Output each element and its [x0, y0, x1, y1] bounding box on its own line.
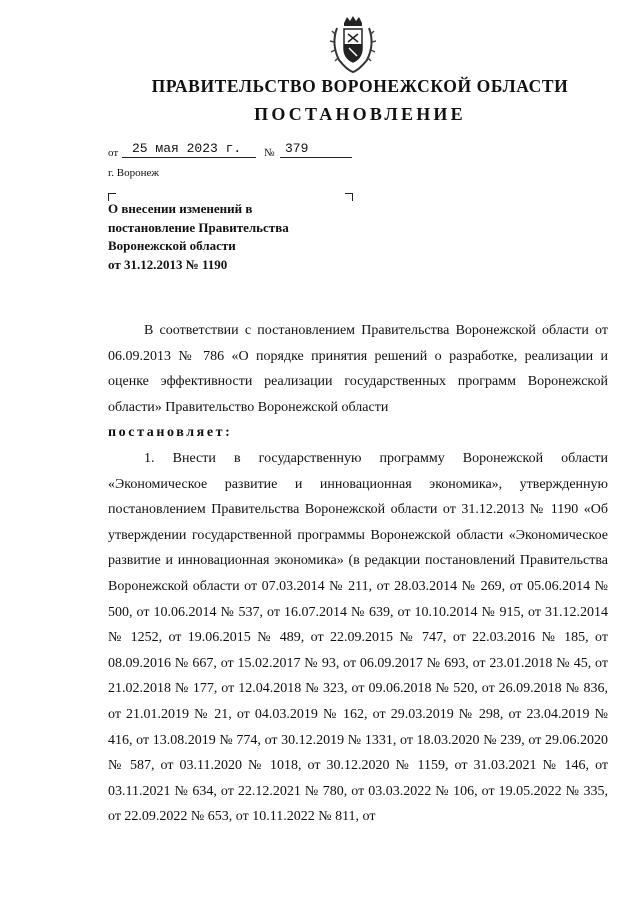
document-subject	[108, 200, 358, 274]
item-1-paragraph: 1. Внести в государственную программу Воронежской области «Экономическое развитие и инновационная экономика», утвержденную постановлением Правительства Воронежской области от 31.12.2013 № 1190 «Об утверждении государственной программы Воронежской области «Экономическое развитие и инновационная экономика» (в редакции постановлений Правительства Воронежской области от 07.03.2014 № 211, от 28.03.2014 № 269, от 05.06.2014 № 500, от 10.06.2014 № 537, от 16.07.2014 № 639, от 10.10.2014 № 915, от 31.12.2014 № 1252, от 19.06.2015 № 489, от 22.09.2015 № 747, от 22.03.2016 № 185, от 08.09.2016 № 667, от 15.02.2017 № 93, от 06.09.2017 № 693, от 23.01.2018 № 45, от 21.02.2018 № 177, от 12.04.2018 № 323, от 09.06.2018 № 520, от 26.09.2018 № 836, от 21.01.2019 № 21, от 04.03.2019 № 162, от 29.03.2019 № 298, от 23.04.2019 № 416, от 13.08.2019 № 774, от 30.12.2019 № 1331, от 18.03.2020 № 239, от 29.06.2020 № 587, от 03.11.2020 № 1018, от 30.12.2020 № 1159, от 31.03.2021 № 146, от 03.11.2021 № 634, от 22.12.2021 № 780, от 03.03.2022 № 106, от 19.05.2022 № 335, от 22.09.2022 № 653, от 10.11.2022 № 811, от	[108, 450, 608, 825]
number-prefix: №	[264, 147, 275, 159]
document-date: 25 мая 2023 г.	[132, 141, 242, 156]
subject-line: постановление Правительства	[108, 219, 289, 235]
document-number: 379	[285, 141, 309, 156]
city-label: г. Воронеж	[108, 167, 159, 179]
preamble-paragraph: В соответствии с постановлением Правительства Воронежской области от 06.09.2013 № 786 «О порядке принятия решений о разработке, реализации и оценке эффективности реализации государственных программ Воронежской области» Правительство Воронежской области	[108, 323, 608, 415]
subject-line: Воронежской области	[108, 238, 236, 253]
subject-line: О внесении изменений в	[108, 201, 253, 216]
coat-of-arms-icon	[327, 14, 379, 74]
document-type-title: ПОСТАНОВЛЕНИЕ	[254, 104, 466, 124]
subject-line: от 31.12.2013 № 1190	[108, 256, 228, 272]
organization-title: ПРАВИТЕЛЬСТВО ВОРОНЕЖСКОЙ ОБЛАСТИ	[151, 76, 569, 96]
date-number-row	[108, 138, 368, 160]
date-prefix: от	[108, 147, 119, 159]
document-body	[108, 318, 608, 830]
resolves-word: постановляет:	[108, 425, 233, 441]
